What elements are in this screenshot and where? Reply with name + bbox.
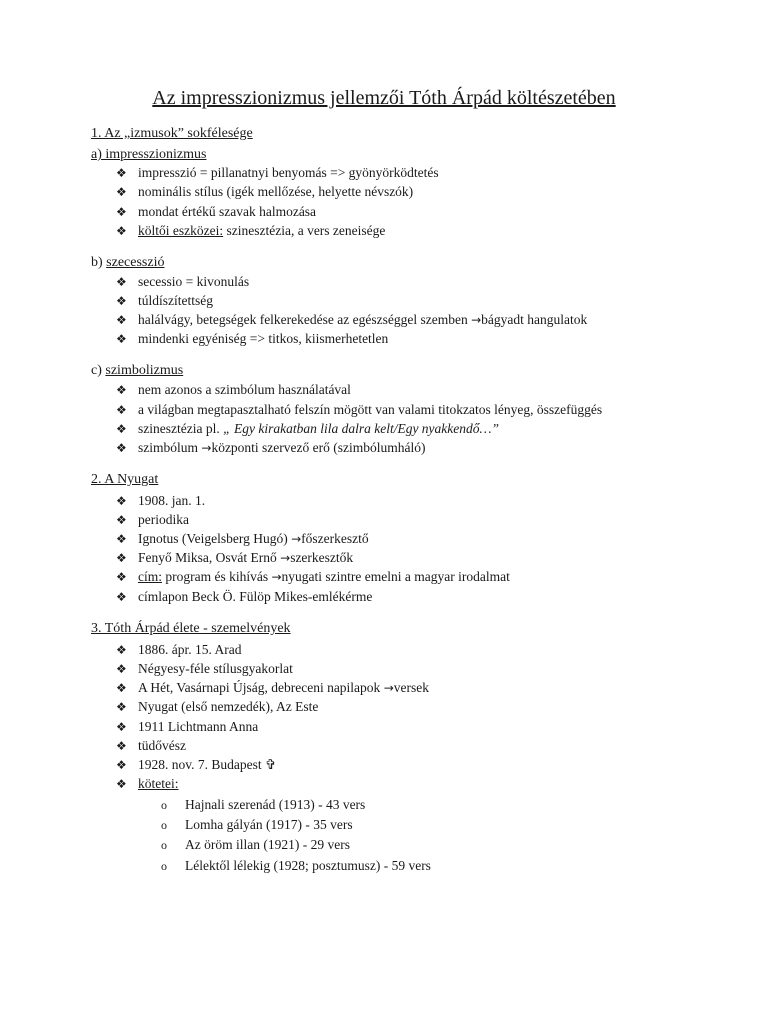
diamond-bullet-icon: ❖ (116, 383, 127, 397)
diamond-bullet-icon: ❖ (116, 739, 127, 753)
diamond-bullet-icon: ❖ (116, 422, 127, 436)
section-2-heading: 2. A Nyugat (91, 472, 159, 487)
list-item: ❖ impresszió = pillanatnyi benyomás => gyönyörködtetés (116, 165, 439, 180)
list-item (116, 775, 179, 793)
arrow-icon: → (383, 681, 394, 695)
diamond-bullet-icon: ❖ (116, 166, 127, 180)
list-item: ❖ nominális stílus (igék mellőzése, helyette névszók) (116, 184, 414, 199)
list-item: ❖ Fenyő Miksa, Osvát Ernő →szerkesztők (116, 550, 354, 565)
underlined-term: költői eszközei: (138, 223, 224, 238)
list-item: ❖ mindenki egyéniség => titkos, kiismerhetetlen (116, 331, 389, 346)
arrow-icon: → (291, 532, 302, 546)
sub-list-item: o Lélektől lélekig (1928; posztumusz) - 59 vers (161, 858, 431, 873)
list-item: ❖ cím: program és kihívás →nyugati szintre emelni a magyar irodalmat (116, 569, 510, 584)
diamond-bullet-icon: ❖ (116, 441, 127, 455)
diamond-bullet-icon: ❖ (116, 205, 127, 219)
diamond-bullet-icon: ❖ (116, 185, 127, 199)
diamond-bullet-icon: ❖ (116, 758, 127, 772)
circle-bullet-icon: o (161, 798, 167, 812)
list-item: ❖ 1928. nov. 7. Budapest ✞ (116, 757, 277, 772)
list-item: ❖ secessio = kivonulás (116, 274, 250, 289)
circle-bullet-icon: o (161, 838, 167, 852)
diamond-bullet-icon: ❖ (116, 532, 127, 546)
diamond-bullet-icon: ❖ (116, 681, 127, 695)
subsection-c-heading: c) szimbolizmus (91, 363, 184, 378)
diamond-bullet-icon: ❖ (116, 643, 127, 657)
arrow-icon: → (271, 570, 282, 584)
circle-bullet-icon: o (161, 818, 167, 832)
list-item: ❖ a világban megtapasztalható felszín mögött van valami titokzatos lényeg, összefüggés (116, 402, 603, 417)
diamond-bullet-icon: ❖ (116, 224, 127, 238)
list-item: ❖ halálvágy, betegségek felkerekedése az egészséggel szemben →bágyadt hangulatok (116, 312, 588, 327)
list-item: ❖ tüdővész (116, 738, 186, 753)
diamond-bullet-icon: ❖ (116, 332, 127, 346)
list-item: ❖ szimbólum →központi szervező erő (szimbólumháló) (116, 440, 426, 455)
diamond-bullet-icon: ❖ (116, 777, 127, 791)
underlined-term: cím: (138, 569, 162, 584)
list-item: ❖ nem azonos a szimbólum használatával (116, 382, 351, 397)
list-item: ❖ 1908. jan. 1. (116, 493, 206, 508)
list-item: ❖ Nyugat (első nemzedék), Az Este (116, 699, 319, 714)
list-item: ❖ túldíszítettség (116, 293, 213, 308)
diamond-bullet-icon: ❖ (116, 700, 127, 714)
list-item: ❖ A Hét, Vasárnapi Újság, debreceni napilapok →versek (116, 680, 429, 695)
circle-bullet-icon: o (161, 859, 167, 873)
diamond-bullet-icon: ❖ (116, 403, 127, 417)
diamond-bullet-icon: ❖ (116, 313, 127, 327)
list-item: ❖ Ignotus (Veigelsberg Hugó) →főszerkesztő (116, 531, 369, 546)
diamond-bullet-icon: ❖ (116, 662, 127, 676)
arrow-icon: → (201, 441, 212, 455)
list-item: ❖ szinesztézia pl. „ Egy kirakatban lila dalra kelt/Egy nyakkendő…” (116, 421, 500, 436)
volumes-label: kötetei: (138, 776, 179, 791)
list-item: ❖ periodika (116, 512, 189, 527)
arrow-icon: → (280, 551, 291, 565)
poem-quote: „ Egy kirakatban lila dalra kelt/Egy nyakkendő…” (223, 421, 500, 436)
list-item: ❖ 1886. ápr. 15. Arad (116, 642, 242, 657)
sub-list-item: o Hajnali szerenád (1913) - 43 vers (161, 797, 366, 812)
list-item: ❖ Négyesy-féle stílusgyakorlat (116, 661, 293, 676)
sub-list-item: o Az öröm illan (1921) - 29 vers (161, 837, 350, 852)
list-item: ❖ címlapon Beck Ö. Fülöp Mikes-emlékérme (116, 589, 373, 604)
diamond-bullet-icon: ❖ (116, 551, 127, 565)
diamond-bullet-icon: ❖ (116, 590, 127, 604)
diamond-bullet-icon: ❖ (116, 294, 127, 308)
subsection-a-heading: a) impresszionizmus (91, 147, 207, 162)
diamond-bullet-icon: ❖ (116, 494, 127, 508)
arrow-icon: → (471, 313, 482, 327)
subsection-b-heading: b) szecesszió (91, 255, 165, 270)
diamond-bullet-icon: ❖ (116, 275, 127, 289)
section-3-heading: 3. Tóth Árpád élete - szemelvények (91, 621, 291, 636)
list-item: ❖ mondat értékű szavak halmozása (116, 204, 317, 219)
diamond-bullet-icon: ❖ (116, 720, 127, 734)
list-item: ❖ költői eszközei: szinesztézia, a vers zeneisége (116, 223, 386, 238)
list-item: ❖ 1911 Lichtmann Anna (116, 719, 259, 734)
page-title: Az impresszionizmus jellemzői Tóth Árpád költészetében (152, 87, 616, 109)
section-1-heading: 1. Az „izmusok” sokfélesége (91, 126, 253, 141)
sub-list-item: o Lomha gályán (1917) - 35 vers (161, 817, 353, 832)
diamond-bullet-icon: ❖ (116, 570, 127, 584)
diamond-bullet-icon: ❖ (116, 513, 127, 527)
